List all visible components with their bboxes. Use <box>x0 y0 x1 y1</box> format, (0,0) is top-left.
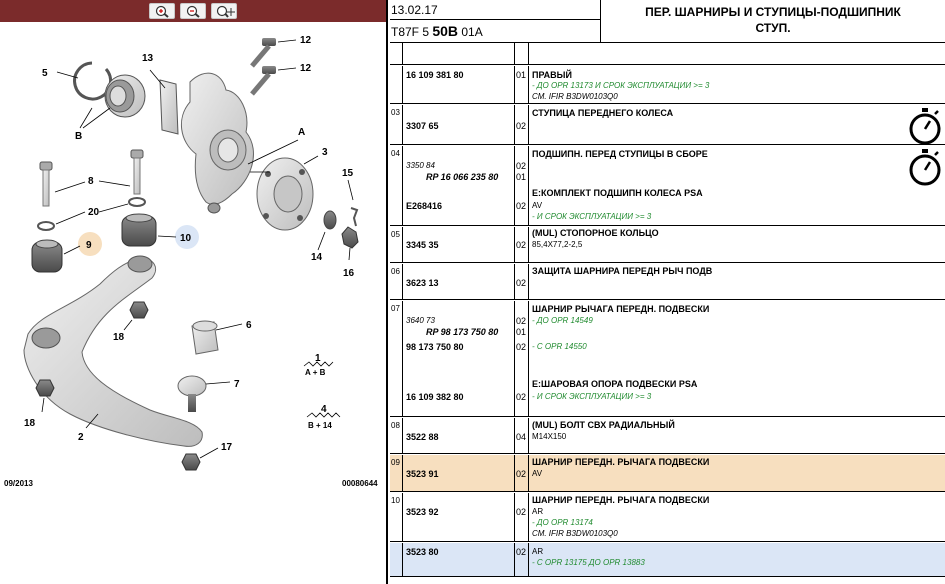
legend-1 <box>304 353 333 377</box>
table-row[interactable] <box>390 66 945 104</box>
quantity: 02 <box>516 278 527 288</box>
stopwatch-icon[interactable] <box>907 106 943 146</box>
zoom-in-icon <box>154 5 172 18</box>
nut-18-right[interactable] <box>124 302 148 330</box>
row-index: 05 <box>391 230 400 239</box>
suspension-diagram <box>0 22 388 584</box>
legend-1-sum: A + B <box>305 368 326 377</box>
callout-b: B <box>75 131 83 142</box>
bolt-12-bottom[interactable] <box>252 66 296 94</box>
washer-20-left[interactable] <box>38 222 54 230</box>
quantity: 02 <box>516 342 527 352</box>
part-number[interactable]: 16 109 381 80 <box>406 70 464 80</box>
part-description: ШАРНИР ПЕРЕДН. РЫЧАГА ПОДВЕСКИ <box>532 457 710 467</box>
row-index: 07 <box>391 304 400 313</box>
callout-18-left: 18 <box>24 418 36 429</box>
part-dimensions: M14X150 <box>532 432 567 441</box>
table-row[interactable] <box>390 301 945 417</box>
wheel-bearing[interactable] <box>105 75 145 117</box>
quantity: 01 <box>516 172 527 182</box>
quantity: 02 <box>516 201 527 211</box>
row-index: 08 <box>391 421 400 430</box>
quantity: 01 <box>516 70 527 80</box>
applicability-note: - И СРОК ЭКСПЛУАТАЦИИ >= 3 <box>532 392 652 401</box>
diagram-toolbar <box>0 0 388 22</box>
part-number[interactable]: 98 173 750 80 <box>406 342 464 352</box>
legend-1-number: 1 <box>315 353 321 364</box>
callout-3: 3 <box>322 147 328 158</box>
part-number[interactable]: 3623 13 <box>406 278 439 288</box>
clip-15[interactable] <box>348 180 357 226</box>
bolt-12-top[interactable] <box>252 38 296 66</box>
callout-14: 14 <box>311 252 323 263</box>
callout-6: 6 <box>246 320 252 331</box>
part-variant: AV <box>532 201 543 210</box>
quantity: 02 <box>516 507 527 517</box>
quantity: 02 <box>516 121 527 131</box>
callout-2: 2 <box>78 432 84 443</box>
callout-a: A <box>298 127 306 138</box>
quantity: 04 <box>516 432 527 442</box>
applicability-note: - ДО OPR 14549 <box>532 316 593 325</box>
part-description-secondary: Е:ШАРОВАЯ ОПОРА ПОДВЕСКИ PSA <box>532 379 698 389</box>
quantity: 02 <box>516 547 527 557</box>
zoom-out-icon <box>185 5 203 18</box>
steering-knuckle[interactable] <box>181 73 253 213</box>
table-row[interactable] <box>390 227 945 263</box>
part-description: СТУПИЦА ПЕРЕДНЕГО КОЛЕСА <box>532 108 674 118</box>
table-row[interactable] <box>390 493 945 542</box>
part-description: (MUL) БОЛТ СВХ РАДИАЛЬНЫЙ <box>532 420 675 430</box>
part-number[interactable]: 3523 92 <box>406 507 439 517</box>
table-row[interactable] <box>390 146 945 226</box>
quantity: 02 <box>516 392 527 402</box>
zoom-in-button[interactable] <box>149 3 175 19</box>
row-index: 09 <box>391 458 400 467</box>
quantity: 02 <box>516 161 527 171</box>
part-variant: AR <box>532 507 544 516</box>
table-row[interactable] <box>390 105 945 145</box>
circlip-5[interactable] <box>57 63 111 99</box>
washer-20-right[interactable] <box>129 198 145 206</box>
part-variant: AR <box>532 547 544 556</box>
legend-4 <box>307 404 340 430</box>
applicability-note: - С OPR 13175 ДО OPR 13883 <box>532 558 645 567</box>
applicability-note: - ДО OPR 13174 <box>532 518 593 527</box>
callout-16: 16 <box>343 268 355 279</box>
row-index: 10 <box>391 496 400 505</box>
part-description: ШАРНИР ПЕРЕДН. РЫЧАГА ПОДВЕСКИ <box>532 495 710 505</box>
part-number[interactable]: E268416 <box>406 201 443 211</box>
replacement-reference[interactable]: RP 98 173 750 80 <box>426 327 499 337</box>
applicability-note: - ДО OPR 13173 И СРОК ЭКСПЛУАТАЦИИ >= 3 <box>532 81 710 90</box>
callout-20: 20 <box>88 207 100 218</box>
callout-13: 13 <box>142 53 154 64</box>
callout-5: 5 <box>42 68 48 79</box>
stopwatch-icon[interactable] <box>907 147 943 187</box>
bushing-9[interactable] <box>32 240 62 272</box>
control-arm-2[interactable] <box>24 256 202 446</box>
part-description: ЗАЩИТА ШАРНИРА ПЕРЕДН РЫЧ ПОДВ <box>532 266 713 276</box>
quantity: 02 <box>516 240 527 250</box>
table-row-highlighted[interactable] <box>390 455 945 492</box>
part-number[interactable]: 3522 88 <box>406 432 439 442</box>
table-row[interactable] <box>390 418 945 454</box>
reference-note: СМ. IFIR B3DW0103Q0 <box>532 92 618 101</box>
row-index: 04 <box>391 149 400 158</box>
table-row[interactable] <box>390 264 945 300</box>
wheel-hub-3[interactable] <box>257 156 318 230</box>
part-number[interactable]: 3523 91 <box>406 469 439 479</box>
callout-9: 9 <box>86 240 92 251</box>
quantity: 02 <box>516 316 527 326</box>
part-description-secondary: Е:КОМПЛЕКТ ПОДШИПН КОЛЕСА PSA <box>532 188 703 198</box>
zoom-fit-icon <box>216 5 236 18</box>
part-description: (MUL) СТОПОРНОЕ КОЛЬЦО <box>532 228 659 238</box>
callout-18-right: 18 <box>113 332 125 343</box>
column-header-band <box>390 43 945 65</box>
header-code <box>390 21 600 41</box>
legend-4-sum: B + 14 <box>308 421 332 430</box>
page-title <box>601 0 945 42</box>
part-description: ПОДШИПН. ПЕРЕД СТУПИЦЫ В СБОРЕ <box>532 149 708 159</box>
page-title-line2: СТУП. <box>755 21 791 35</box>
table-row-highlighted[interactable] <box>390 543 945 577</box>
part-number[interactable]: 3523 80 <box>406 547 439 557</box>
bolt-8-left[interactable] <box>40 162 52 206</box>
header-code-prefix: T87F 5 <box>391 25 433 39</box>
applicability-note: - С OPR 14550 <box>532 342 587 351</box>
old-reference: 3640 73 <box>406 316 435 325</box>
callout-12-top: 12 <box>300 35 312 46</box>
part-variant: AV <box>532 469 543 478</box>
callout-17: 17 <box>221 442 233 453</box>
reference-note: СМ. IFIR B3DW0103Q0 <box>532 529 618 538</box>
callout-8: 8 <box>88 176 94 187</box>
dust-shield-13[interactable] <box>150 70 178 134</box>
hub-nut-16[interactable] <box>342 227 358 260</box>
part-number[interactable]: 3307 65 <box>406 121 439 131</box>
page-title-line1: ПЕР. ШАРНИРЫ И СТУПИЦЫ-ПОДШИПНИК <box>645 5 901 19</box>
callout-10: 10 <box>180 233 192 244</box>
callout-15: 15 <box>342 168 354 179</box>
header-code-bold: 50B <box>432 23 459 39</box>
diagram-panel <box>0 0 388 584</box>
callout-12-bottom: 12 <box>300 63 312 74</box>
quantity: 02 <box>516 469 527 479</box>
part-description: ПРАВЫЙ <box>532 70 572 80</box>
part-description: ШАРНИР РЫЧАГА ПЕРЕДН. ПОДВЕСКИ <box>532 304 710 314</box>
old-reference: 3350 84 <box>406 161 435 170</box>
nut-17[interactable] <box>182 448 218 470</box>
part-dimensions: 85,4X77,2-2,5 <box>532 240 583 249</box>
callout-7: 7 <box>234 379 240 390</box>
header-code-suffix: 01A <box>458 25 483 39</box>
row-index: 06 <box>391 267 400 276</box>
ball-joint-boot-6[interactable] <box>192 321 242 354</box>
header-date: 13.02.17 <box>390 0 600 20</box>
bushing-10[interactable] <box>122 214 156 246</box>
row-index: 03 <box>391 108 400 117</box>
quantity: 01 <box>516 327 527 337</box>
part-number[interactable]: 3345 35 <box>406 240 439 250</box>
zoom-fit-button[interactable] <box>211 3 237 19</box>
replacement-reference[interactable]: RP 16 066 235 80 <box>426 172 499 182</box>
washer-14[interactable] <box>318 211 336 250</box>
footer-date: 09/2013 <box>4 479 33 488</box>
legend-4-number: 4 <box>321 404 327 415</box>
bolt-8-right[interactable] <box>131 150 143 194</box>
zoom-out-button[interactable] <box>180 3 206 19</box>
part-number[interactable]: 16 109 382 80 <box>406 392 464 402</box>
parts-list-panel <box>390 0 945 584</box>
ball-joint-7[interactable] <box>178 376 230 412</box>
footer-code: 00080644 <box>342 479 378 488</box>
applicability-note: - И СРОК ЭКСПЛУАТАЦИИ >= 3 <box>532 212 652 221</box>
